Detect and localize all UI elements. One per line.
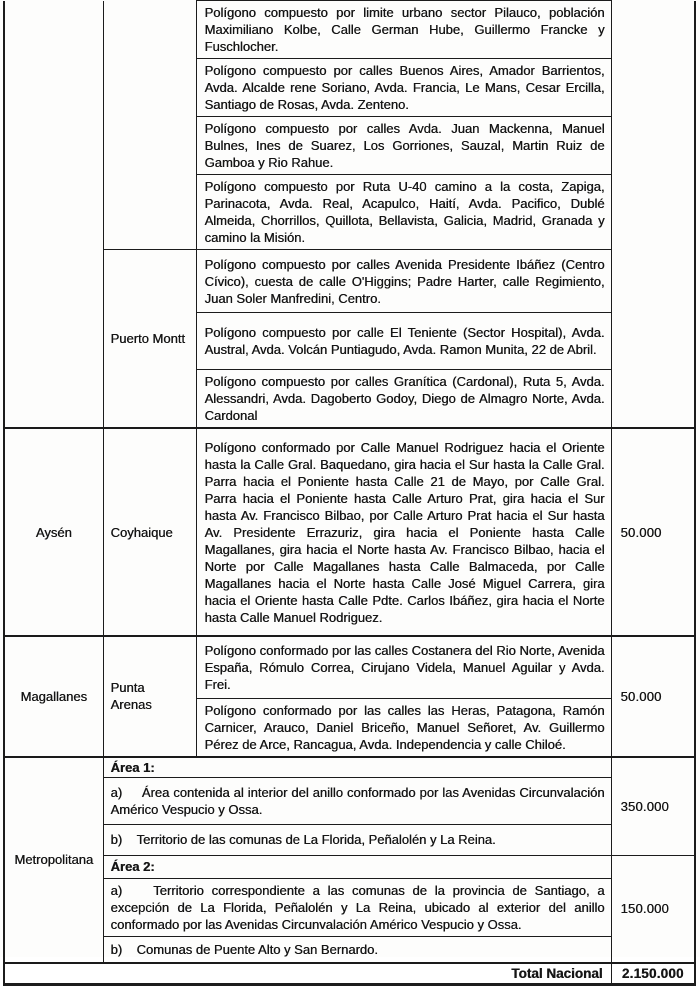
polygon-cell: Polígono conformado por las calles las Heras, Patagona, Ramón Carnicer, Arauco, Daniel Briceño, Manuel Señoret, Av. Guillermo Pérez de Arce, Rancagua, Avda. Independencia y calle Chiloé. [196, 698, 611, 757]
area2-item-b-cell: b) Comunas de Puente Alto y San Bernardo. [103, 936, 611, 963]
area1-item-a-cell: a) Área contenida al interior del anillo conformado por las Avenidas Circunvalación Américo Vespucio y Ossa. [103, 777, 611, 824]
city-cell-coyhaique: Coyhaique [103, 428, 196, 636]
area1-title-cell: Área 1: [103, 757, 611, 778]
region-cell-metropolitana: Metropolitana [4, 757, 103, 964]
zones-amounts-table [3, 0, 696, 986]
polygon-cell: Polígono compuesto por limite urbano sector Pilauco, población Maximiliano Kolbe, Calle German Hube, Guillermo Francke y Fuschlocher. [196, 1, 611, 59]
amount-cell-magallanes: 50.000 [611, 636, 695, 757]
region-cell-aysen: Aysén [4, 428, 103, 636]
city-cell-punta-arenas: Punta Arenas [103, 636, 196, 757]
polygon-cell: Polígono conformado por las calles Costanera del Rio Norte, Avenida España, Rómulo Correa, Cirujano Videla, Manuel Aguilar y Avda. Frei. [196, 636, 611, 698]
area2-title-cell: Área 2: [103, 855, 611, 878]
area2-item-a-cell: a) Territorio correspondiente a las comunas de la provincia de Santiago, a excepción de La Florida, Peñalolén y La Reina, ubicado al exterior del anillo conformado por las Avenidas Circunvalación Américo Vespucio y Ossa. [103, 878, 611, 936]
amount-cell-area1: 350.000 [611, 757, 695, 856]
total-nacional-amount: 2.150.000 [611, 963, 695, 985]
total-nacional-label: Total Nacional [4, 963, 611, 985]
polygon-cell: Polígono compuesto por calle El Teniente (Sector Hospital), Avda. Austral, Avda. Volcán Puntiagudo, Avda. Ramon Munita, 22 de Abril. [196, 313, 611, 370]
polygon-cell: Polígono compuesto por calles Buenos Aires, Amador Barrientos, Avda. Alcalde rene Soriano, Avda. Francia, Le Mans, Cesar Ercilla, Santiago de Rosas, Avda. Zenteno. [196, 59, 611, 117]
region-cell-blank [4, 1, 103, 429]
amount-cell-area2: 150.000 [611, 855, 695, 963]
polygon-cell: Polígono compuesto por calles Granítica (Cardonal), Ruta 5, Avda. Alessandri, Avda. Dagoberto Godoy, Diego de Almagro Norte, Avda. Cardonal [196, 370, 611, 429]
area1-item-b-cell: b) Territorio de las comunas de La Florida, Peñalolén y La Reina. [103, 824, 611, 855]
polygon-cell: Polígono compuesto por calles Avda. Juan Mackenna, Manuel Bulnes, Ines de Suarez, Los Gorriones, Sauzal, Martin Ruiz de Gamboa y Rio Rahue. [196, 117, 611, 175]
polygon-cell: Polígono conformado por Calle Manuel Rodriguez hacia el Oriente hasta la Calle Gral. Baquedano, gira hacia el Sur hasta la Calle Gral. Parra hacia el Poniente hasta Calle 21 de Mayo, por Calle Gral. Parra hacia el Poniente hasta Calle Arturo Prat, gira hacia el Sur hasta Av. Francisco Bilbao, por Calle Arturo Prat hacia el Sur hasta Av. Presidente Errazuriz, gira hacia el Poniente hasta Calle Magallanes, gira hacia el Norte hasta Av. Francisco Bilbao, hacia el Norte por Calle Magallanes hasta Calle Balmaceda, por Calle Magallanes hacia el Norte hasta Calle José Miguel Carrera, gira hacia el Oriente hasta Calle Pdte. Carlos Ibáñez, gira hacia el Norte hasta Calle Manuel Rodriguez. [196, 428, 611, 636]
polygon-cell: Polígono compuesto por calles Avenida Presidente Ibáñez (Centro Cívico), cuesta de calle O'Higgins; Padre Harter, calle Regimiento, Juan Soler Manfredini, Centro. [196, 250, 611, 313]
amount-cell-blank [611, 1, 695, 429]
region-cell-magallanes: Magallanes [4, 636, 103, 757]
polygon-cell: Polígono compuesto por Ruta U-40 camino a la costa, Zapiga, Parinacota, Avda. Real, Acapulco, Haití, Avda. Pacifico, Dublé Almeida, Chorrillos, Quillota, Bellavista, Galicia, Madrid, Granada y camino la Misión. [196, 175, 611, 250]
amount-cell-aysen: 50.000 [611, 428, 695, 636]
city-cell-blank [103, 1, 196, 250]
city-cell-puerto-montt: Puerto Montt [103, 250, 196, 429]
